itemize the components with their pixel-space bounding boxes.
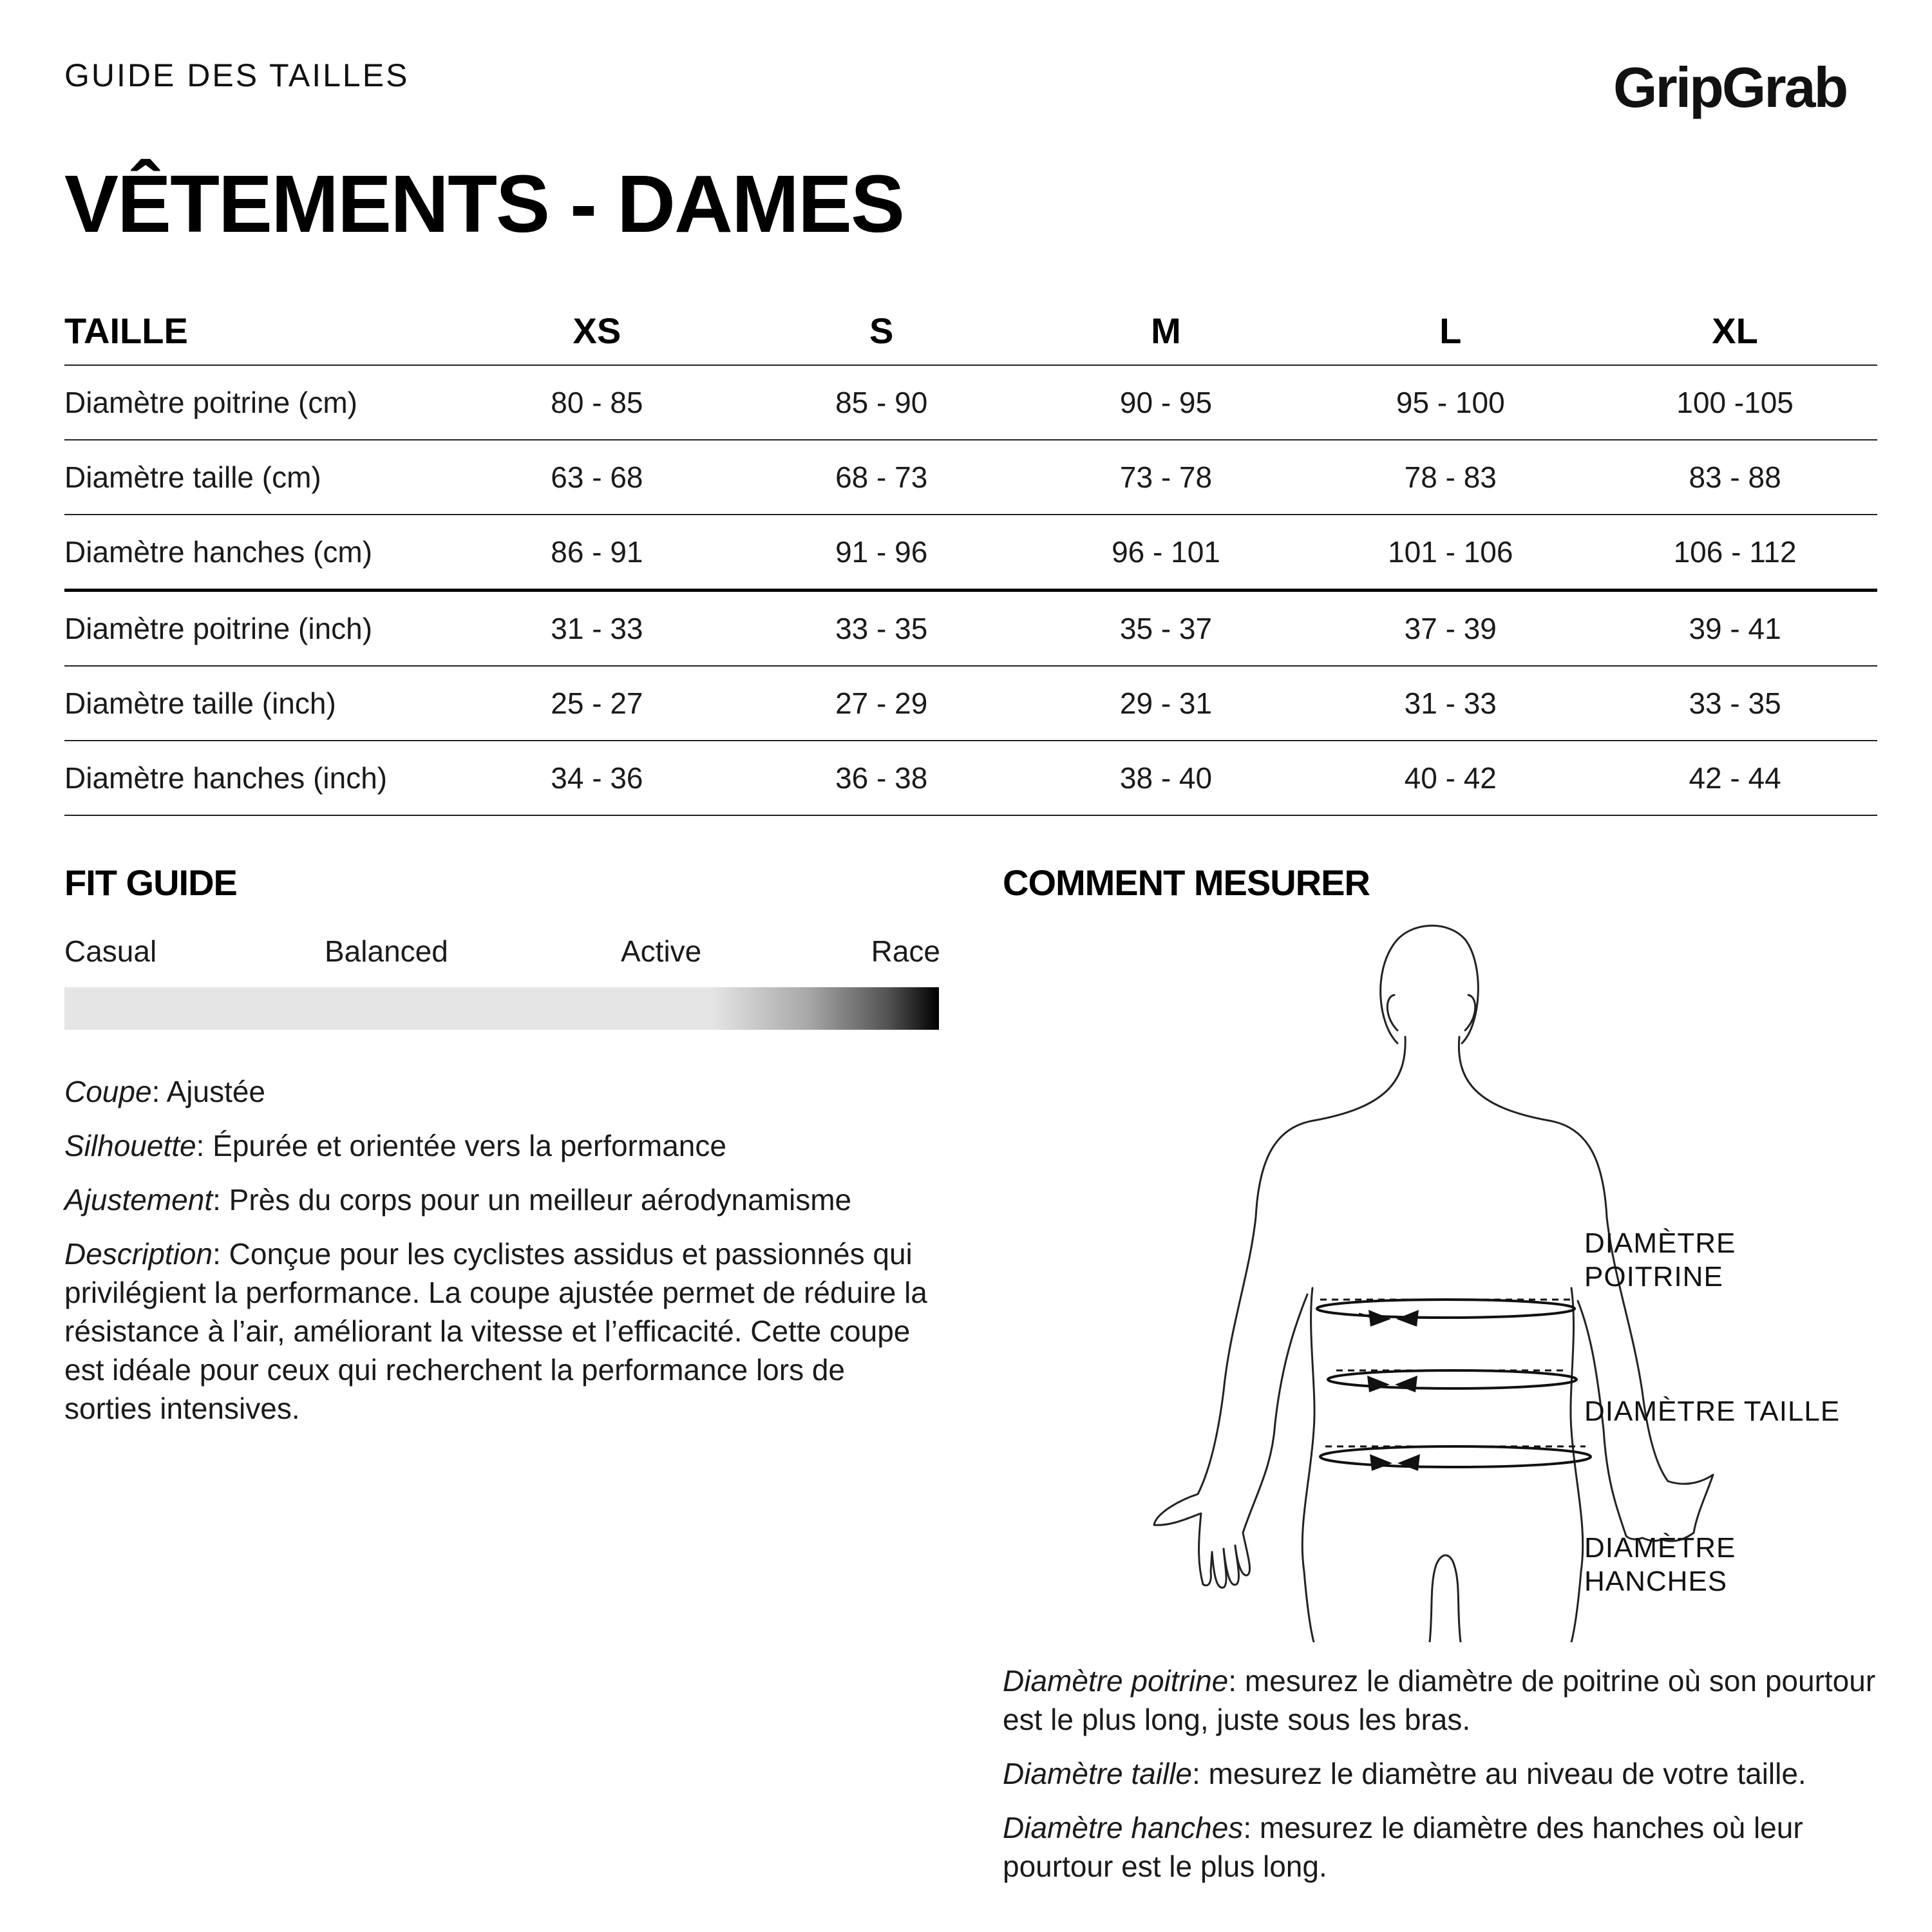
waist-measure-loop: [1328, 1370, 1577, 1392]
table-cell: 63 - 68: [551, 460, 643, 494]
size-header-s: S: [869, 310, 894, 351]
table-cell: 37 - 39: [1404, 612, 1497, 645]
table-cell: 80 - 85: [551, 386, 643, 419]
fit-scale-casual: Casual: [64, 934, 157, 968]
table-cell: 31 - 33: [551, 612, 643, 645]
fit-item-description: [64, 1235, 931, 1428]
table-cell: 95 - 100: [1396, 386, 1505, 419]
measure-value: : mesurez le diamètre de poitrine où son pourtour est le plus long, juste sous les bras.: [1003, 1664, 1876, 1736]
size-header-m: M: [1151, 310, 1181, 351]
row-label: Diamètre taille (inch): [64, 687, 336, 720]
table-cell: 39 - 41: [1689, 612, 1781, 645]
page-kicker: GUIDE DES TAILLES: [64, 57, 410, 93]
figure-label-line: DIAMÈTRE TAILLE: [1584, 1396, 1841, 1427]
size-header-xs: XS: [573, 310, 621, 351]
figure-label-line: HANCHES: [1584, 1566, 1728, 1597]
fit-scale-active: Active: [621, 934, 702, 968]
table-cell: 73 - 78: [1119, 460, 1213, 494]
figure-label-hips: [1584, 1531, 1736, 1598]
fit-value: : Conçue pour les cyclistes assidus et passionnés qui privilégient la performance. La coupe ajustée permet de réduire la résistance à l’air, améliorant la vitesse et l’efficacité. Cette coupe est idéale pour ceux qui recherchent la performance lors de sorties intensives.: [64, 1237, 927, 1425]
table-cell: 40 - 42: [1404, 761, 1497, 795]
table-cell: 35 - 37: [1119, 612, 1213, 645]
size-header-l: L: [1439, 310, 1462, 351]
fit-term: Ajustement: [64, 1183, 213, 1217]
fit-scale-labels: [64, 934, 940, 972]
figure-label-line: POITRINE: [1584, 1261, 1723, 1293]
table-cell: 106 - 112: [1673, 535, 1797, 569]
fit-value: : Ajustée: [151, 1075, 266, 1108]
table-cell: 36 - 38: [835, 761, 928, 795]
table-cell: 90 - 95: [1119, 386, 1213, 419]
row-label: Diamètre taille (cm): [64, 460, 321, 494]
table-cell: 33 - 35: [835, 612, 928, 645]
page-title: VÊTEMENTS - DAMES: [64, 158, 904, 249]
table-cell: 68 - 73: [835, 460, 928, 494]
brand-logo: GripGrab: [1613, 55, 1847, 119]
row-label: Diamètre hanches (inch): [64, 761, 388, 795]
measure-item-hips: [1003, 1808, 1891, 1886]
figure-label-chest: [1584, 1227, 1736, 1294]
table-cell: 86 - 91: [551, 535, 643, 569]
table-cell: 25 - 27: [551, 687, 643, 720]
fit-scale-race: Race: [871, 934, 940, 968]
table-cell: 33 - 35: [1689, 687, 1781, 720]
table-cell: 101 - 106: [1388, 535, 1513, 569]
row-label: Diamètre poitrine (cm): [64, 386, 357, 419]
figure-label-line: DIAMÈTRE: [1584, 1227, 1736, 1259]
fit-value: : Près du corps pour un meilleur aérodynamisme: [213, 1183, 852, 1217]
fit-term: Silhouette: [64, 1129, 196, 1162]
table-cell: 38 - 40: [1119, 761, 1213, 795]
measure-term: Diamètre taille: [1003, 1757, 1192, 1790]
fit-guide-title: FIT GUIDE: [64, 862, 237, 903]
fit-item-silhouette: [64, 1126, 940, 1165]
table-cell: 85 - 90: [835, 386, 928, 419]
measure-item-chest: [1003, 1662, 1891, 1739]
table-cell: 27 - 29: [835, 687, 928, 720]
fit-term: Description: [64, 1237, 213, 1271]
figure-label-waist: [1584, 1395, 1840, 1428]
table-cell: 78 - 83: [1404, 460, 1497, 494]
measure-term: Diamètre poitrine: [1003, 1664, 1229, 1698]
row-label: Diamètre hanches (cm): [64, 535, 373, 569]
size-header-xl: XL: [1712, 310, 1758, 351]
measure-value: : mesurez le diamètre des hanches où leur pourtour est le plus long.: [1003, 1811, 1803, 1883]
figure-label-line: DIAMÈTRE: [1584, 1532, 1736, 1564]
hips-measure-loop: [1320, 1446, 1591, 1471]
table-row: [64, 515, 1877, 592]
table-header-row: [64, 296, 1877, 366]
table-row: [64, 741, 1877, 816]
measure-title: COMMENT MESURER: [1003, 862, 1370, 903]
fit-item-coupe: [64, 1072, 940, 1111]
table-row: [64, 592, 1877, 667]
size-table: [64, 296, 1877, 816]
table-row: [64, 667, 1877, 741]
measure-term: Diamètre hanches: [1003, 1811, 1244, 1844]
chest-measure-loop: [1317, 1300, 1575, 1327]
fit-item-ajustement: [64, 1180, 940, 1219]
table-cell: 100 -105: [1676, 386, 1794, 419]
table-row: [64, 440, 1877, 515]
table-header-label: TAILLE: [64, 310, 188, 351]
fit-gradient-bar: [64, 987, 939, 1030]
table-cell: 83 - 88: [1689, 460, 1781, 494]
table-cell: 42 - 44: [1689, 761, 1781, 795]
fit-scale-balanced: Balanced: [325, 934, 448, 968]
table-cell: 96 - 101: [1112, 535, 1220, 569]
row-label: Diamètre poitrine (inch): [64, 612, 373, 645]
fit-term: Coupe: [64, 1075, 152, 1108]
table-cell: 29 - 31: [1119, 687, 1213, 720]
measure-value: : mesurez le diamètre au niveau de votre taille.: [1192, 1757, 1806, 1790]
table-row: [64, 366, 1877, 440]
table-cell: 31 - 33: [1404, 687, 1497, 720]
measure-item-waist: [1003, 1754, 1891, 1793]
table-cell: 91 - 96: [835, 535, 928, 569]
table-cell: 34 - 36: [551, 761, 643, 795]
fit-value: : Épurée et orientée vers la performance: [196, 1129, 726, 1162]
